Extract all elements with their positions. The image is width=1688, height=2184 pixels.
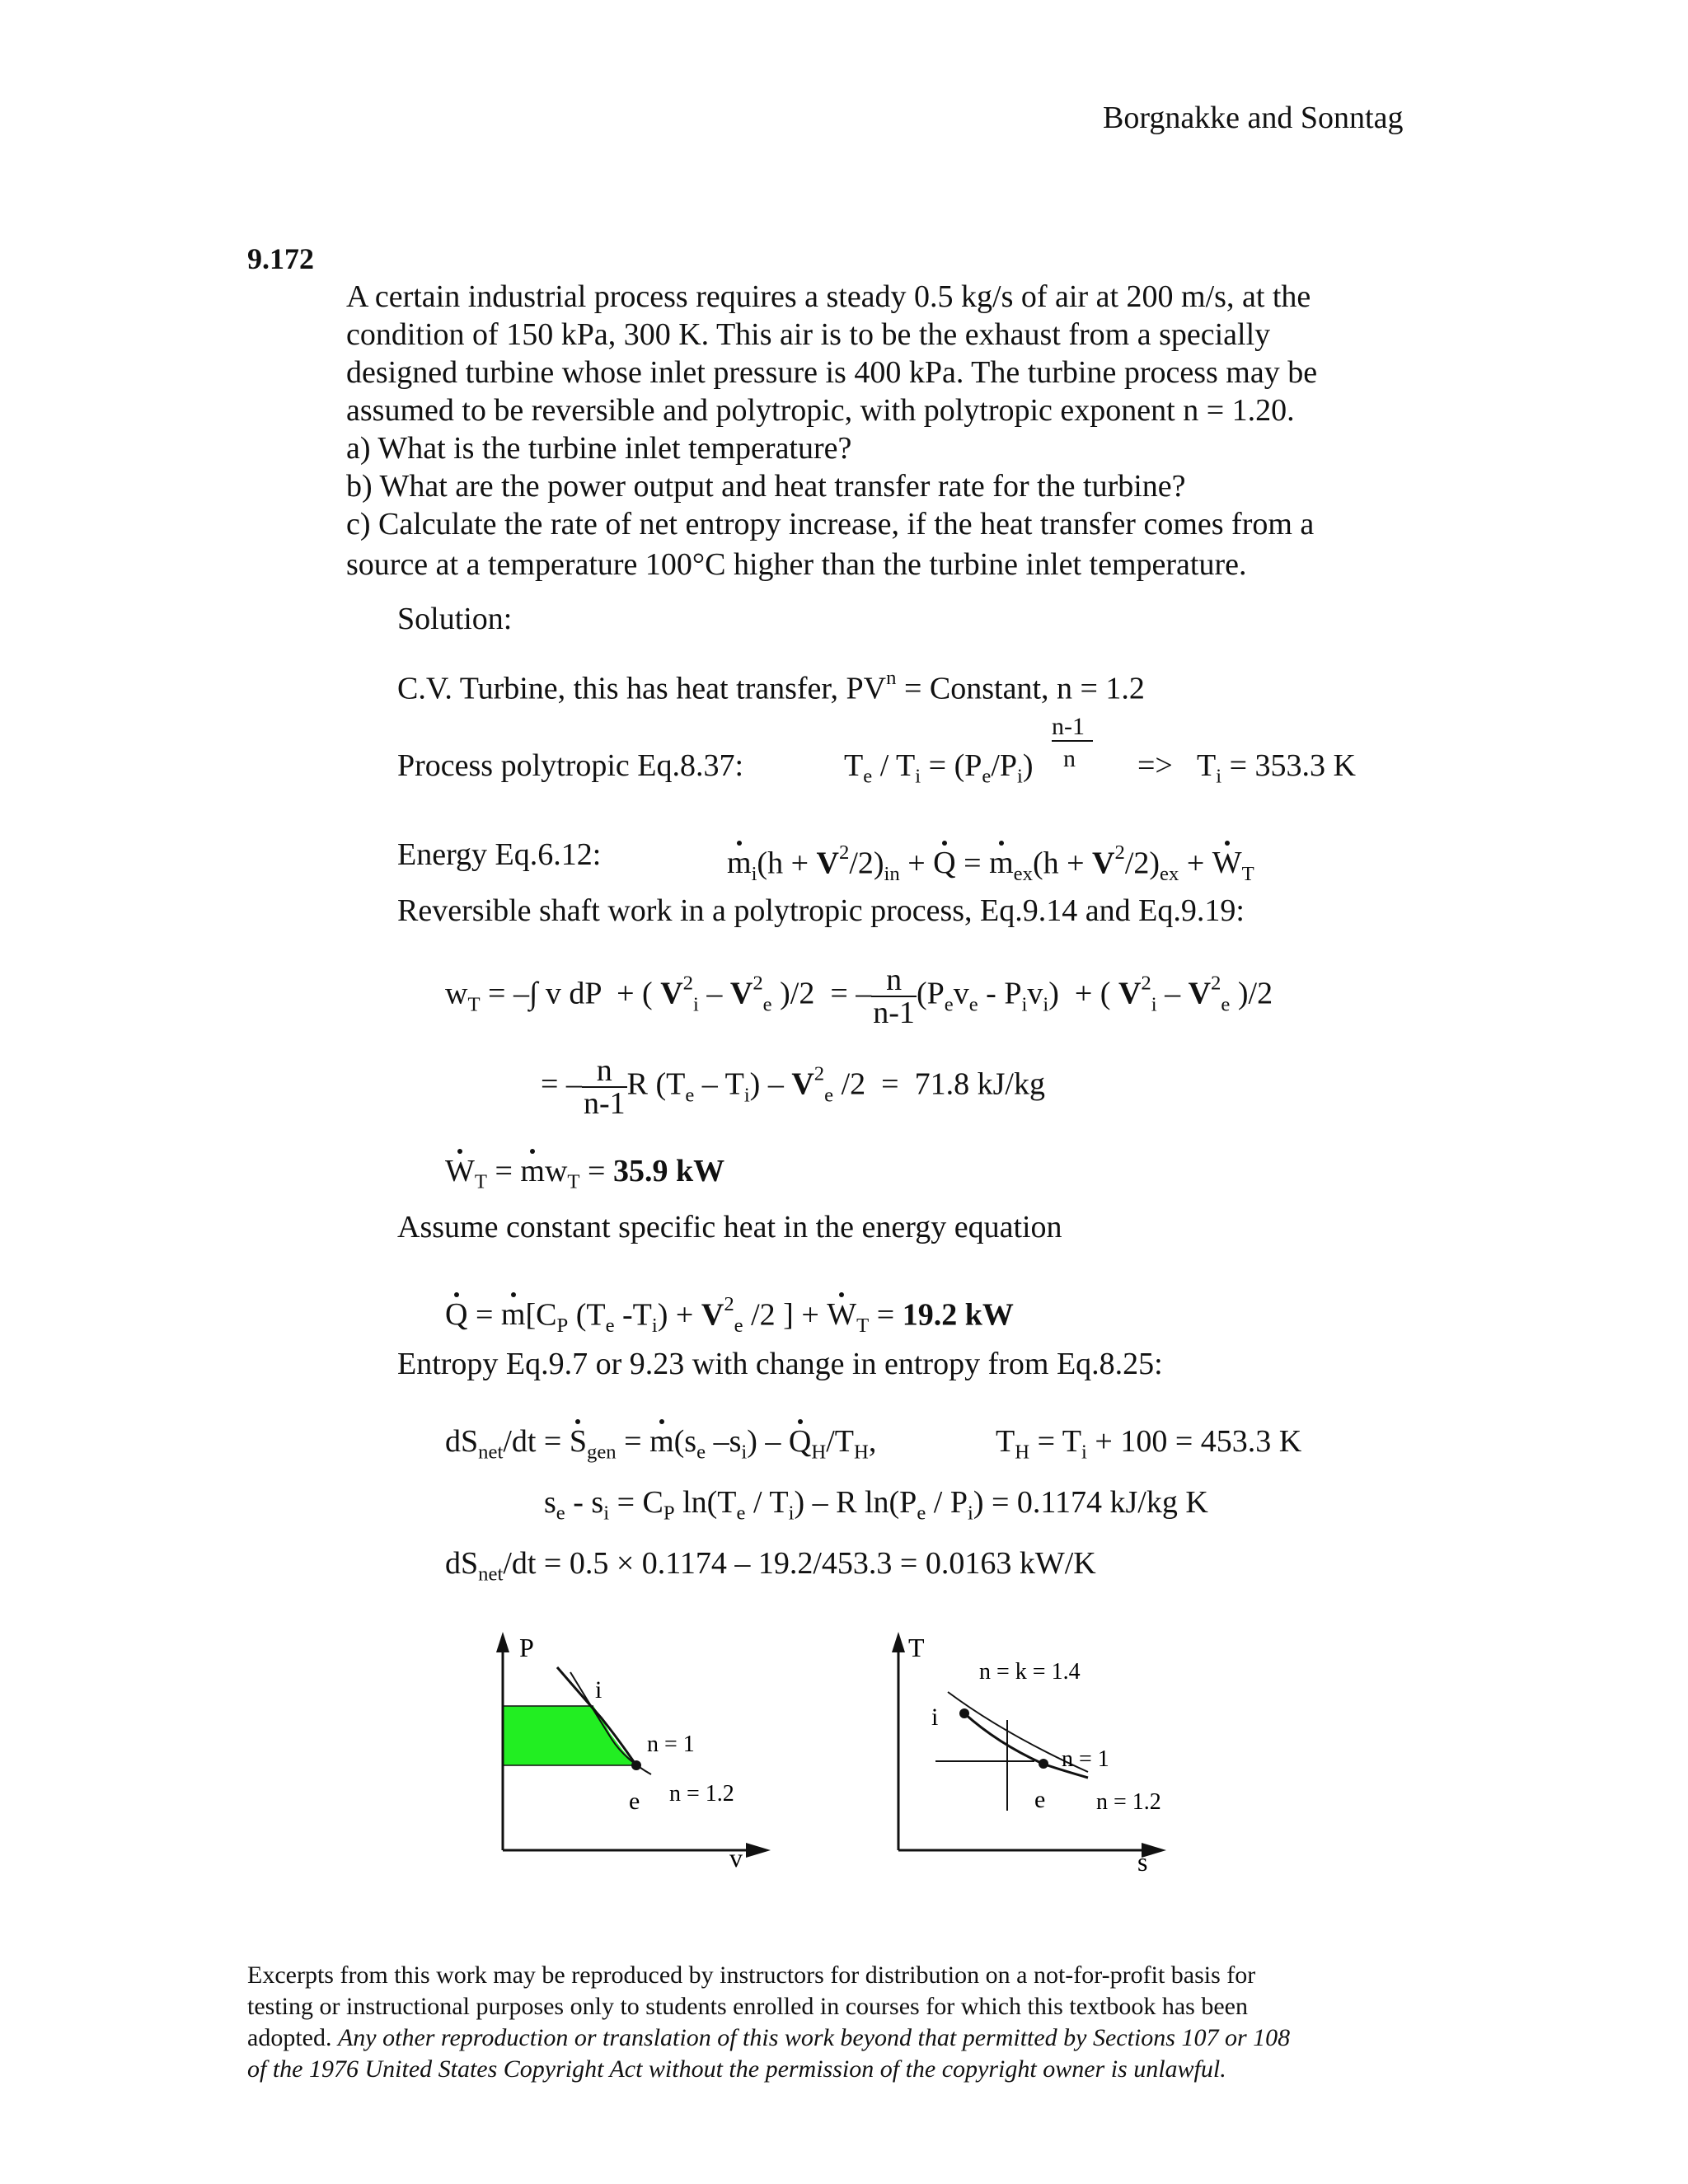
ts-diagram: [882, 1628, 1195, 1875]
problem-line: source at a temperature 100°C higher than the turbine inlet temperature.: [346, 547, 1247, 582]
ts-exit-label: e: [1034, 1786, 1046, 1813]
ts-y-axis-label: T: [908, 1633, 925, 1662]
heat-equation: $Q = m[C_P$ ($T_e$ $-T_i) + V^2_e$ /2 ] + $W_T = 19.2$ kW: [445, 1293, 1014, 1337]
problem-number: 9.172: [247, 242, 314, 275]
problem-line: c) Calculate the rate of net entropy increase, if the heat transfer comes from a: [346, 507, 1315, 541]
ts-exit-point: [1039, 1759, 1048, 1769]
energy-label: Energy Eq.6.12:: [397, 837, 602, 872]
implies-arrow: =>: [1137, 748, 1173, 783]
copyright-italic: Any other reproduction or translation of this work beyond that permitted by Sections 107 or 108: [337, 2024, 1291, 2051]
copyright-italic: of the 1976 United States Copyright Act without the permission of the copyright owner is unlawful.: [247, 2055, 1226, 2083]
ts-n12-label: n = 1.2: [1096, 1789, 1161, 1815]
polytropic-result: $T_i = 353.3$ K: [1197, 748, 1356, 788]
entropy-change-equation: $s_e - s_i = C_P$ $\ln(T_e / T_i)$ – R $\ln(P_e / P_i) = 0.1174$ kJ/kg K: [544, 1485, 1208, 1525]
pv-n1-label: n = 1: [647, 1732, 695, 1757]
reversible-line: Reversible shaft work in a polytropic process, Eq.9.14 and Eq.9.19:: [397, 893, 1245, 928]
problem-statement: [346, 278, 1317, 583]
entropy-label: Entropy Eq.9.7 or 9.23 with change in entropy from Eq.8.25:: [397, 1347, 1163, 1381]
net-entropy-value: /dt = 0.5 × 0.1174 – 19.2/453.3 = 0.0163 kW/K: [503, 1546, 1096, 1581]
polytropic-exponent-num: n-1: [1052, 713, 1085, 740]
pv-y-arrowhead: [496, 1632, 509, 1652]
pv-x-arrowhead: [746, 1843, 771, 1858]
ts-nk-label: n = k = 1.4: [979, 1659, 1081, 1685]
polytropic-exponent-bar: [1052, 740, 1093, 742]
polytropic-equation: $T_e / T_i = (P_e/P_i)$: [844, 748, 1034, 788]
copyright-line: testing or instructional purposes only to students enrolled in courses for which this textbook has been: [247, 1993, 1248, 2020]
power-value: 35.9 kW: [612, 1154, 725, 1188]
work-equation-result: = – $\frac{n}{n-1}$ R $(T_e - T_i) - V^2_e$ /2 = 71.8 kJ/kg: [541, 1053, 1045, 1121]
problem-line: b) What are the power output and heat transfer rate for the turbine?: [346, 469, 1186, 504]
ts-inlet-point: [959, 1708, 969, 1718]
pv-exit-point: [631, 1760, 641, 1770]
copyright-line: [247, 2054, 1290, 2085]
problem-line: A certain industrial process requires a steady 0.5 kg/s of air at 200 m/s, at the: [346, 279, 1311, 314]
net-entropy-equation: $dS_{net}/dt = 0.5 \times 0.1174 - 19.2/453.3 = 0.0163$ kW/K: [445, 1546, 1096, 1586]
ts-x-axis-label: s: [1137, 1847, 1148, 1875]
ts-y-arrowhead: [892, 1632, 905, 1652]
solution-heading: Solution:: [397, 602, 513, 636]
pv-y-axis-label: P: [519, 1633, 534, 1662]
assume-line: Assume constant specific heat in the energy equation: [397, 1210, 1062, 1244]
cv-line-tail: = Constant, n = 1.2: [896, 671, 1145, 706]
pv-exit-label: e: [629, 1788, 640, 1815]
polytropic-label: Process polytropic Eq.8.37:: [397, 748, 744, 783]
pv-x-axis-label: v: [729, 1843, 743, 1872]
pv-diagram: [478, 1628, 791, 1875]
ts-inlet-label: i: [931, 1704, 939, 1731]
copyright-line: Excerpts from this work may be reproduced by instructors for distribution on a not-for-profit basis for: [247, 1961, 1256, 1989]
work-equation: $w_T$ = –∫ v dP + ( $V^2_i - V^2_e$ )/2 = – $\frac{n}{n-1}$ $(P_ev_e - P_iv_i)$ + ( $V^2_i - V^2_e$ )/2: [445, 963, 1273, 1030]
cv-line-exponent: n: [886, 667, 897, 689]
heat-value: 19.2 kW: [902, 1297, 1014, 1333]
source-temperature: $T_H = T_i + 100 = 453.3$ K: [996, 1424, 1302, 1464]
polytropic-exponent-den: n: [1063, 745, 1076, 772]
cv-line-text: C.V. Turbine, this has heat transfer, PV: [397, 671, 887, 706]
copyright-line: adopted. Any other reproduction or translation of this work beyond that permitted by Sections 107 or 108: [247, 2024, 1291, 2051]
header-authors: Borgnakke and Sonntag: [1103, 101, 1404, 135]
copyright-notice: [247, 1960, 1290, 2085]
problem-line: designed turbine whose inlet pressure is 400 kPa. The turbine process may be: [346, 355, 1318, 390]
entropy-generation-equation: $dS_{net}/dt = S_{gen} = m(s_e$ $-s_i) - Q_H/T_H$,: [445, 1424, 877, 1464]
inlet-temperature: = 353.3 K: [1221, 748, 1356, 783]
problem-line: a) What is the turbine inlet temperature?: [346, 431, 852, 466]
problem-line: condition of 150 kPa, 300 K. This air is to be the exhaust from a specially: [346, 317, 1271, 352]
power-equation: $W_T = mw_T = 35.9$ kW: [445, 1154, 725, 1193]
cv-line: [397, 659, 1145, 707]
ts-n1-label: n = 1: [1062, 1746, 1109, 1772]
pv-n12-label: n = 1.2: [669, 1781, 734, 1807]
pv-inlet-label: i: [595, 1676, 603, 1704]
entropy-change-value: = 0.1174 kJ/kg K: [983, 1485, 1208, 1520]
problem-line: assumed to be reversible and polytropic, with polytropic exponent n = 1.20.: [346, 393, 1295, 428]
source-temperature-value: = 453.3 K: [1167, 1424, 1302, 1459]
energy-equation: $m_i(h + V^2/2)_{in} + Q = m_{ex}(h + V^2/2)_{ex} + W_T$: [727, 841, 1254, 885]
work-value: 71.8 kJ/kg: [914, 1066, 1045, 1102]
